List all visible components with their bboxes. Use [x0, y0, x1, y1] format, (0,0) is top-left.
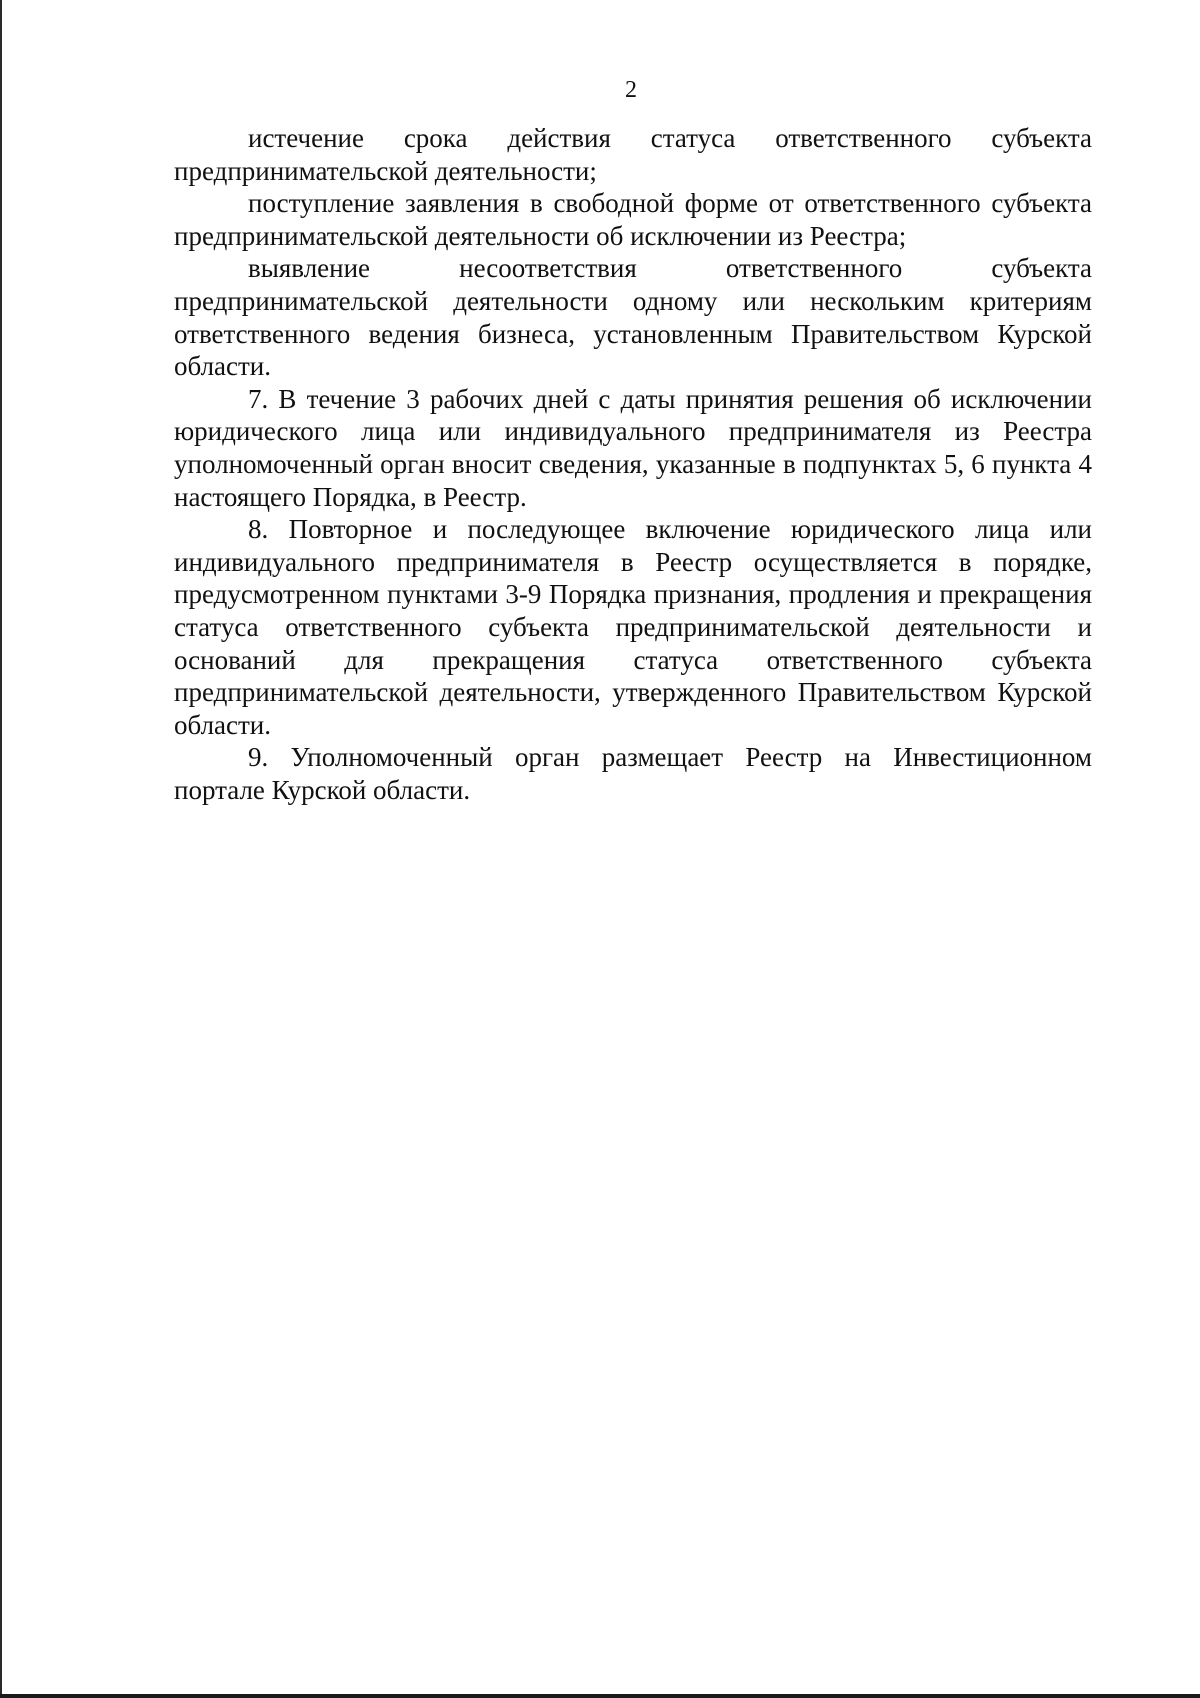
- paragraph-item-8: 8. Повторное и последующее включение юридического лица или индивидуального предпринимателя в Реестр осуществляется в порядке, предусмотренном пунктами 3-9 Порядка признания, продления и прекращения статуса ответственного субъекта предпринимательской деятельности и оснований для прекращения статуса ответственного субъекта предпринимательской деятельности, утвержденного Правительством Курской области.: [174, 514, 1092, 740]
- scan-edge-bottom: [0, 1694, 1200, 1698]
- paragraph-item-7: 7. В течение 3 рабочих дней с даты принятия решения об исключении юридического лица или индивидуального предпринимателя из Реестра уполномоченный орган вносит сведения, указанные в подпунктах 5, 6 пункта 4 настоящего Порядка, в Реестр.: [174, 383, 1092, 512]
- paragraph-application: поступление заявления в свободной форме от ответственного субъекта предпринимательской деятельности об исключении из Реестра;: [174, 188, 1092, 251]
- paragraph-item-9: 9. Уполномоченный орган размещает Реестр на Инвестиционном портале Курской области.: [174, 742, 1092, 805]
- document-body: [174, 122, 1092, 806]
- paragraph-nonconformity: выявление несоответствия ответственного субъекта предпринимательской деятельности одному или нескольким критериям ответственного ведения бизнеса, установленным Правительством Курской области.: [174, 253, 1092, 382]
- page-number: 2: [625, 77, 637, 103]
- scan-edge-left: [0, 0, 2, 1698]
- paragraph-expiration: истечение срока действия статуса ответственного субъекта предпринимательской деятельности;: [174, 123, 1092, 186]
